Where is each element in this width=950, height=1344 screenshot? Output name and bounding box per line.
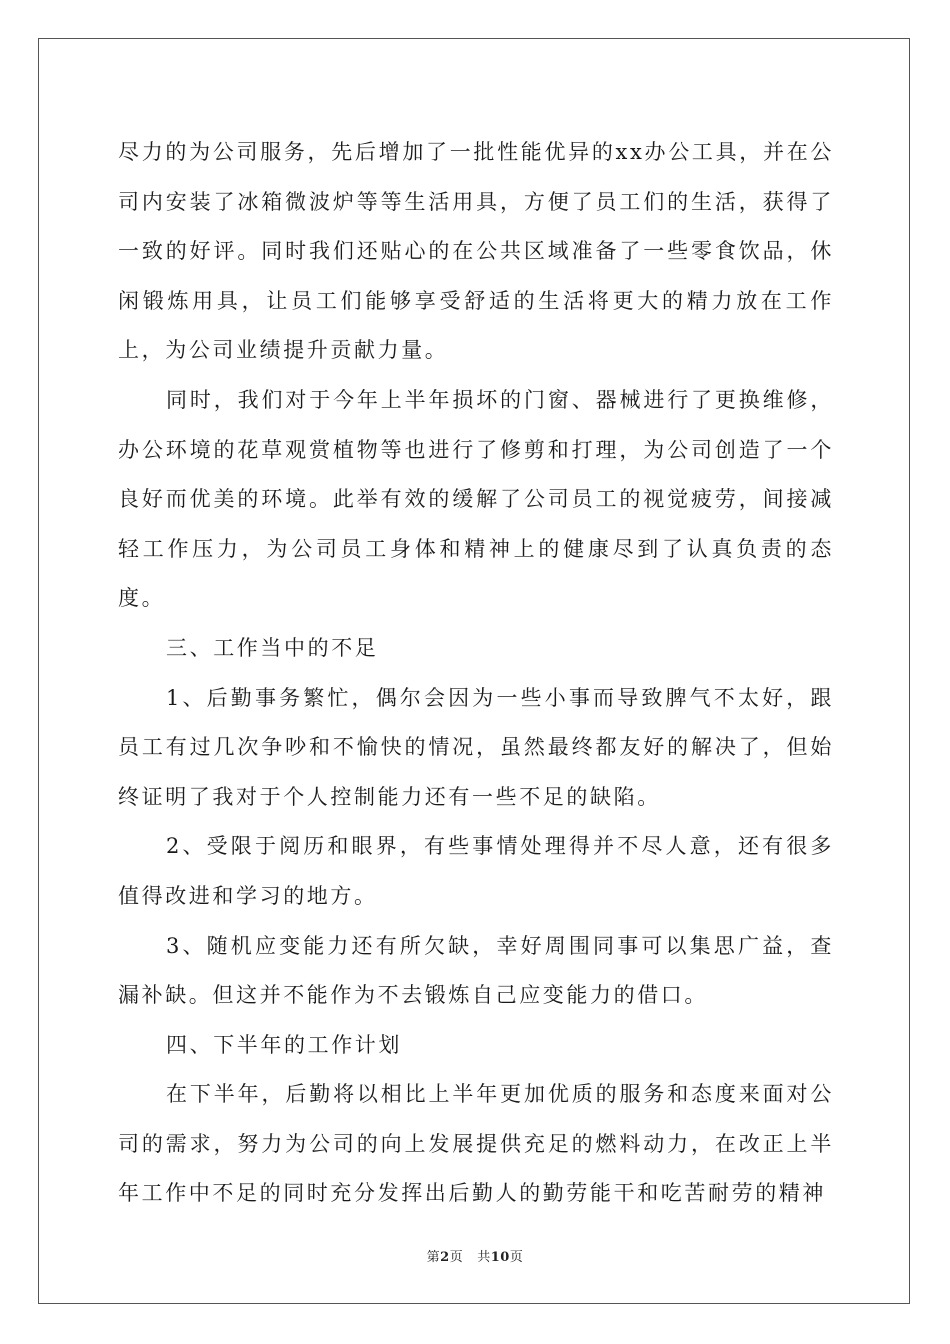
list-item-3: 3、随机应变能力还有所欠缺，幸好周围同事可以集思广益，查漏补缺。但这并不能作为不去锻炼自己应变能力的借口。 xyxy=(118,933,834,1008)
footer-page-prefix: 第 xyxy=(426,1250,441,1265)
footer-total-suffix: 页 xyxy=(509,1250,524,1265)
document-body xyxy=(118,128,834,1219)
paragraph-1: 尽力的为公司服务，先后增加了一批性能优异的xx办公工具，并在公司内安装了冰箱微波炉等等生活用具，方便了员工们的生活，获得了一致的好评。同时我们还贴心的在公共区域准备了一些零食饮品，休闲锻炼用具，让员工们能够享受舒适的生活将更大的精力放在工作上，为公司业绩提升贡献力量。 xyxy=(118,140,834,363)
paragraph-2: 同时，我们对于今年上半年损坏的门窗、器械进行了更换维修，办公环境的花草观赏植物等也进行了修剪和打理，为公司创造了一个良好而优美的环境。此举有效的缓解了公司员工的视觉疲劳，间接减轻工作压力，为公司员工身体和精神上的健康尽到了认真负责的态度。 xyxy=(118,387,834,611)
footer-page-number: 2 xyxy=(440,1250,450,1265)
section-heading-3: 三、工作当中的不足 xyxy=(166,635,379,660)
footer-page-suffix: 页 xyxy=(449,1250,464,1265)
list-item-1: 1、后勤事务繁忙，偶尔会因为一些小事而导致脾气不太好，跟员工有过几次争吵和不愉快的情况，虽然最终都友好的解决了，但始终证明了我对于个人控制能力还有一些不足的缺陷。 xyxy=(118,685,834,809)
page-footer xyxy=(0,1246,950,1265)
footer-total-prefix: 共 xyxy=(477,1250,491,1265)
footer-total-pages: 10 xyxy=(490,1250,510,1265)
list-item-2: 2、受限于阅历和眼界，有些事情处理得并不尽人意，还有很多值得改进和学习的地方。 xyxy=(118,834,834,908)
paragraph-plan: 在下半年，后勤将以相比上半年更加优质的服务和态度来面对公司的需求，努力为公司的向上发展提供充足的燃料动力，在改正上半年工作中不足的同时充分发挥出后勤人的勤劳能干和吃苦耐劳的精神 xyxy=(118,1082,834,1206)
section-heading-4: 四、下半年的工作计划 xyxy=(166,1032,402,1057)
